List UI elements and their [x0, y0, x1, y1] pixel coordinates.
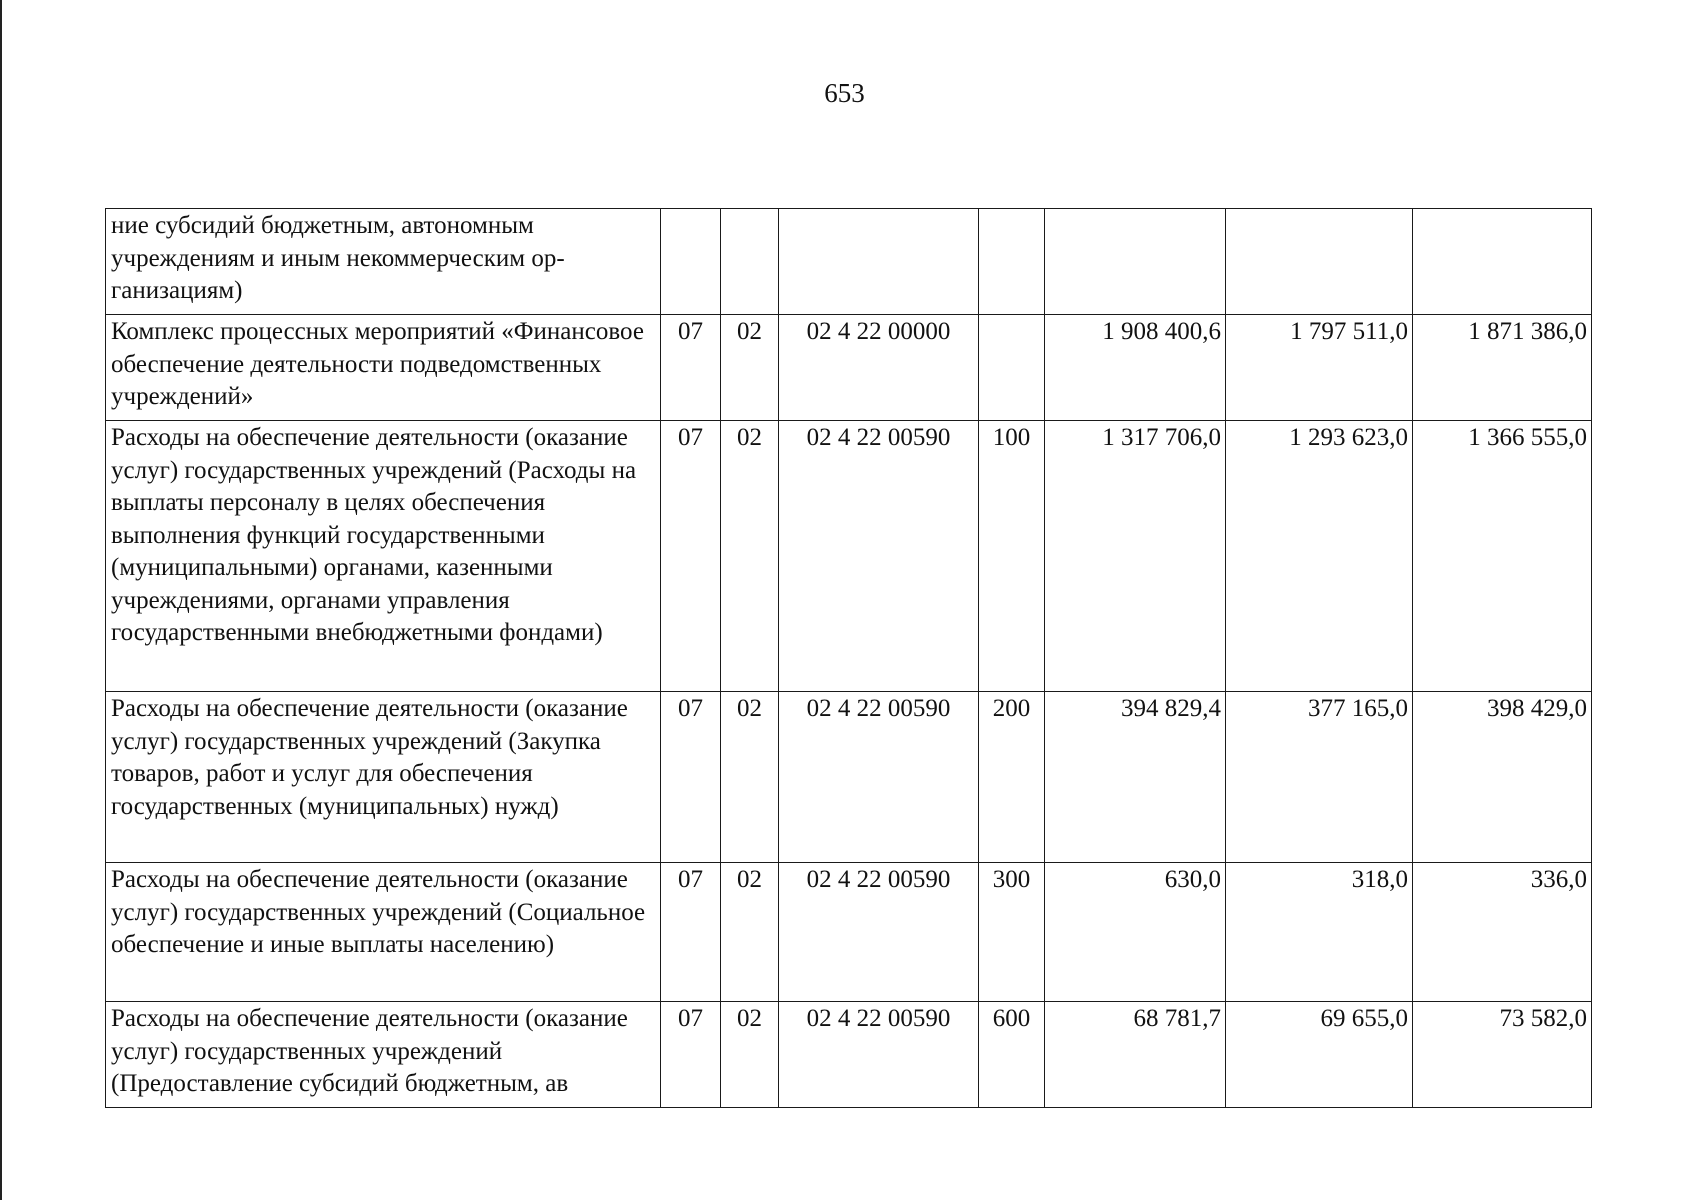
amount-year2-cell: [1226, 209, 1413, 315]
target-article-cell: 02 4 22 00590: [779, 863, 979, 1002]
amount-year3-cell: [1413, 209, 1592, 315]
expense-name-cell: ние субсидий бюджетным, автономным учреждениям и иным некоммерческим организациям): [106, 209, 661, 315]
amount-year1-cell: 630,0: [1045, 863, 1226, 1002]
subsection-code-cell: 02: [721, 315, 779, 421]
expense-type-cell: 100: [979, 421, 1045, 692]
page-number: 653: [824, 78, 865, 108]
amount-year1-cell: 394 829,4: [1045, 692, 1226, 863]
subsection-code-cell: 02: [721, 1002, 779, 1108]
section-code-cell: [661, 209, 721, 315]
expense-type-cell: [979, 209, 1045, 315]
amount-year2-cell: 1 293 623,0: [1226, 421, 1413, 692]
amount-year3-cell: 1 366 555,0: [1413, 421, 1592, 692]
amount-year3-cell: 336,0: [1413, 863, 1592, 1002]
amount-year3-cell: 398 429,0: [1413, 692, 1592, 863]
expense-name-cell: Расходы на обеспечение деятельности (оказание услуг) государственных учреждений (Закупка товаров, работ и услуг для обеспечения государственных (муниципальных) нужд): [106, 692, 661, 863]
amount-year2-cell: 318,0: [1226, 863, 1413, 1002]
expense-name-cell: Комплекс процессных мероприятий «Финансовое обеспечение деятельности подведомственных учреждений»: [106, 315, 661, 421]
amount-year2-cell: 69 655,0: [1226, 1002, 1413, 1108]
amount-year3-cell: 73 582,0: [1413, 1002, 1592, 1108]
target-article-cell: 02 4 22 00000: [779, 315, 979, 421]
target-article-cell: 02 4 22 00590: [779, 692, 979, 863]
section-code-cell: 07: [661, 863, 721, 1002]
subsection-code-cell: 02: [721, 692, 779, 863]
target-article-cell: 02 4 22 00590: [779, 1002, 979, 1108]
table-row: [106, 209, 1592, 315]
amount-year1-cell: 68 781,7: [1045, 1002, 1226, 1108]
scan-edge-line: [0, 0, 2, 1200]
expense-type-cell: 600: [979, 1002, 1045, 1108]
expense-name-cell: Расходы на обеспечение деятельности (оказание услуг) государственных учреждений (Предоставление субсидий бюджетным, ав: [106, 1002, 661, 1108]
table-row: [106, 863, 1592, 1002]
subsection-code-cell: 02: [721, 863, 779, 1002]
section-code-cell: 07: [661, 1002, 721, 1108]
subsection-code-cell: 02: [721, 421, 779, 692]
table-row: [106, 692, 1592, 863]
budget-table: [105, 208, 1592, 1108]
section-code-cell: 07: [661, 421, 721, 692]
expense-type-cell: [979, 315, 1045, 421]
table-row: [106, 315, 1592, 421]
amount-year1-cell: 1 908 400,6: [1045, 315, 1226, 421]
section-code-cell: 07: [661, 315, 721, 421]
expense-type-cell: 300: [979, 863, 1045, 1002]
expense-type-cell: 200: [979, 692, 1045, 863]
target-article-cell: [779, 209, 979, 315]
amount-year1-cell: 1 317 706,0: [1045, 421, 1226, 692]
expense-name-cell: Расходы на обеспечение деятельности (оказание услуг) государственных учреждений (Социальное обеспечение и иные выплаты населению): [106, 863, 661, 1002]
table-row: [106, 421, 1592, 692]
amount-year3-cell: 1 871 386,0: [1413, 315, 1592, 421]
table-row: [106, 1002, 1592, 1108]
subsection-code-cell: [721, 209, 779, 315]
expense-name-cell: Расходы на обеспечение деятельности (оказание услуг) государственных учреждений (Расходы на выплаты персоналу в целях обеспечения выполнения функций государственными (муниципальными) органами, казенными учреждениями, органами управления государственными внебюджетными фондами): [106, 421, 661, 692]
amount-year1-cell: [1045, 209, 1226, 315]
amount-year2-cell: 1 797 511,0: [1226, 315, 1413, 421]
amount-year2-cell: 377 165,0: [1226, 692, 1413, 863]
section-code-cell: 07: [661, 692, 721, 863]
target-article-cell: 02 4 22 00590: [779, 421, 979, 692]
